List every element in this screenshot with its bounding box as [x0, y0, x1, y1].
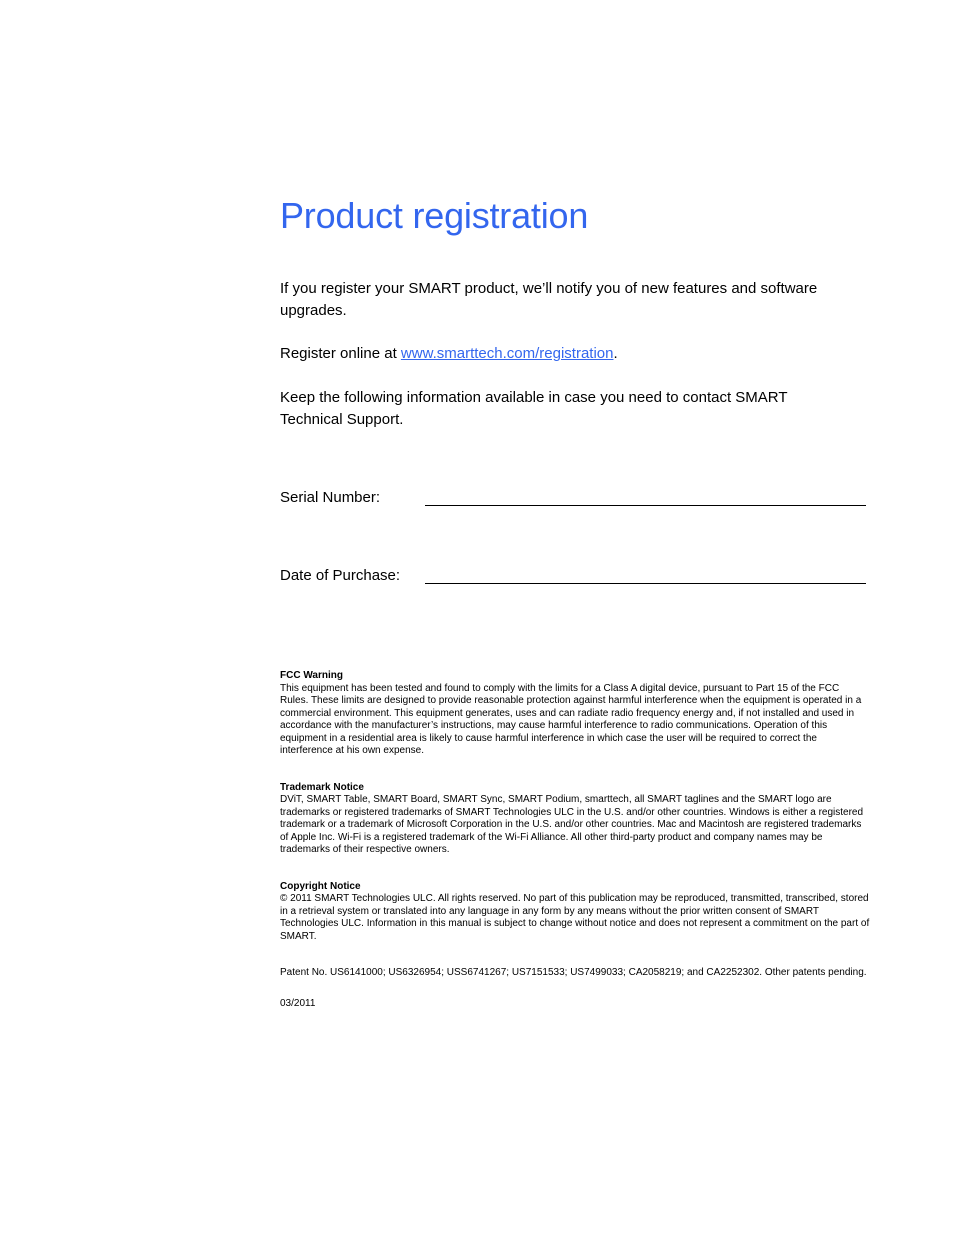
date-of-purchase-row [280, 565, 870, 587]
copyright-notice-heading: Copyright Notice [280, 880, 361, 892]
fcc-warning-block [280, 670, 870, 758]
intro-paragraph: If you register your SMART product, we’ll notify you of new features and software upgrades. [280, 280, 818, 319]
copyright-notice-body: © 2011 SMART Technologies ULC. All rights reserved. No part of this publication may be reproduced, transmitted, transcribed, stored in a retrieval system or translated into any language in any form by any means without the prior written consent of SMART Technologies ULC. Information in this manual is subject to change without notice and does not represent a commitment on the part of SMART. [280, 893, 870, 942]
page-title: Product registration [280, 195, 589, 236]
patent-text: Patent No. US6141000; US6326954; USS6741267; US7151533; US7499033; CA2058219; and CA2252302. Other patents pending. [280, 967, 867, 978]
date-of-purchase-line [425, 583, 866, 584]
fcc-warning-body: This equipment has been tested and found to comply with the limits for a Class A digital device, pursuant to Part 15 of the FCC Rules. These limits are designed to provide reasonable protection against harmful interference when the equipment is operated in a commercial environment. This equipment generates, uses and can radiate radio frequency energy and, if not installed and used in accordance with the manufacturer’s instructions, may cause harmful interference to radio communications. Operation of this equipment in a residential area is likely to cause harmful interference in which case the user will be required to correct the interference at his own expense. [280, 682, 862, 756]
patent-block [280, 967, 870, 980]
register-suffix: . [613, 345, 618, 362]
registration-section [280, 190, 870, 587]
serial-number-row [280, 487, 870, 509]
legal-notices [280, 670, 870, 1010]
trademark-notice-body: DViT, SMART Table, SMART Board, SMART Sync, SMART Podium, smarttech, all SMART taglines and the SMART logo are trademarks or registered trademarks of SMART Technologies ULC in the U.S. and/or other countries. Windows is either a registered trademark or a trademark of Microsoft Corporation in the U.S. and/or other countries. Mac and Macintosh are registered trademarks of Apple Inc. Wi-Fi is a registered trademark of the Wi-Fi Alliance. All other third-party product and company names may be trademarks of their respective owners. [280, 794, 864, 855]
registration-link[interactable]: www.smarttech.com/registration [400, 345, 614, 362]
date-of-purchase-label: Date of Purchase: [280, 567, 401, 584]
date-code-block [280, 998, 870, 1011]
register-prefix: Register online at [280, 345, 401, 362]
keep-info-paragraph: Keep the following information available in case you need to contact SMART Technical Support. [280, 389, 788, 428]
register-online-paragraph [280, 343, 870, 365]
trademark-notice-heading: Trademark Notice [280, 781, 364, 793]
serial-number-line [425, 505, 866, 506]
date-code: 03/2011 [280, 997, 316, 1009]
fcc-warning-heading: FCC Warning [280, 670, 343, 681]
serial-number-label: Serial Number: [280, 489, 381, 506]
trademark-notice-block [280, 782, 870, 857]
copyright-notice-block [280, 881, 870, 944]
